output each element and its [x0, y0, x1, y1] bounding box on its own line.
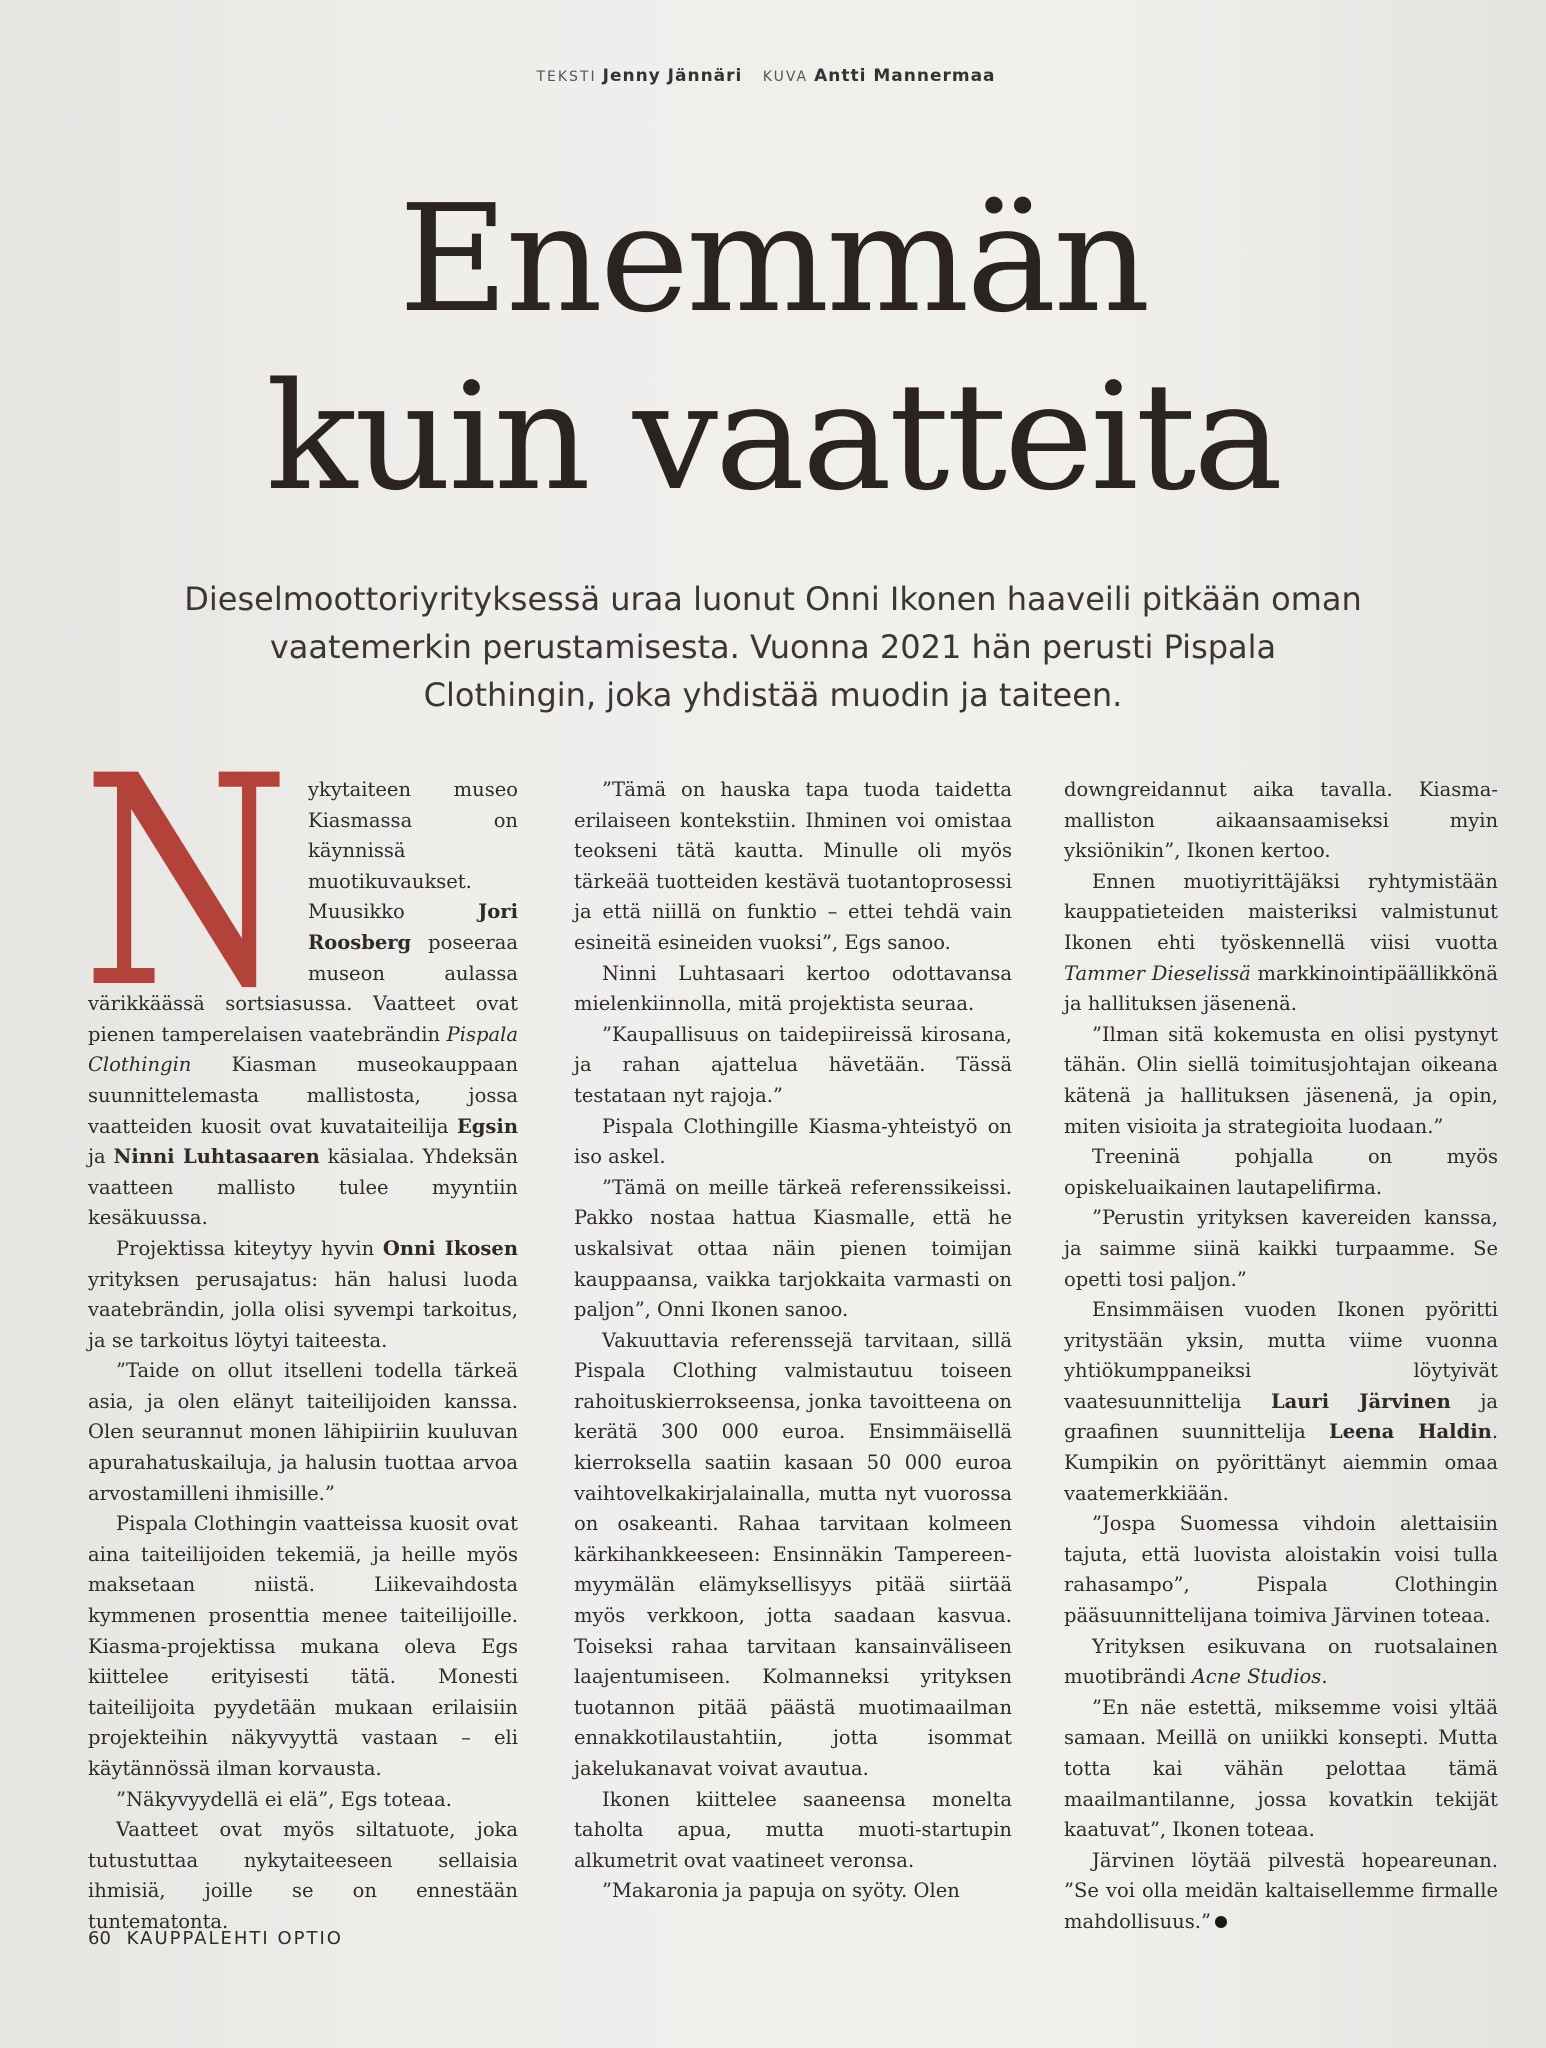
paragraph: Ninni Luhtasaari kertoo odottavansa mielenkiinnolla, mitä projektista seuraa. — [574, 961, 1012, 1016]
person-name: Jori Roosberg — [308, 900, 518, 954]
paragraph: ”Jospa Suomessa vihdoin alettaisiin tajuta, että luovista aloistakin voisi tulla rahasampo”, Pispala Clothingin pääsuunnittelijana toimiva Järvinen toteaa. — [1064, 1512, 1498, 1628]
person-name: Leena Haldin — [1328, 1420, 1492, 1444]
publication-name: KAUPPALEHTI OPTIO — [126, 1928, 343, 1949]
person-name: Onni Ikosen — [382, 1236, 518, 1260]
paragraph: Ennen muotiyrittäjäksi ryhtymistään kauppatieteiden maisteriksi valmistunut Ikonen ehti työskennellä viisi vuotta Tammer Dieselissä markkinointipäällikkönä ja hallituksen jäsenenä. — [1064, 869, 1498, 1016]
person-name: Lauri Järvinen — [1270, 1389, 1451, 1413]
person-name: Egsin — [456, 1114, 518, 1138]
dropcap-letter — [86, 771, 296, 989]
paragraph: downgreidannut aika tavalla. Kiasma-malliston aikaansaamiseksi myin yksiönikin”, Ikonen kertoo. — [1064, 778, 1498, 863]
lead-paragraph: Dieselmoottoriyrityksessä uraa luonut Onni Ikonen haaveili pitkään oman vaatemerkin perustamisesta. Vuonna 2021 hän perusti Pispala Clothingin, joka yhdistää muodin ja taiteen. — [184, 580, 1362, 714]
column-1 — [86, 771, 518, 1938]
brand-name: Pispala Clothingin — [88, 1022, 518, 1077]
byline — [0, 66, 1546, 86]
text-label: TEKSTI — [536, 69, 597, 85]
paragraph: Projektissa kiteytyy hyvin Onni Ikosen yrityksen perusajatus: hän halusi luoda vaatebrändin, jolla olisi syvempi tarkoitus, ja se tarkoitus löytyi taiteesta. — [88, 1236, 518, 1352]
article-title — [0, 170, 1546, 526]
paragraph: Pispala Clothingin vaatteissa kuosit ovat aina taiteilijoiden tekemiä, ja heille myös maksetaan niistä. Liikevaihdosta kymmenen prosenttia menee taiteilijoille. Kiasma-projektissa mukana oleva Egs kiittelee erityisesti tätä. Monesti taiteilijoita pyydetään mukaan erilaisiin projekteihin näkyvyyttä vastaan – eli käytännössä ilman korvausta. — [88, 1512, 518, 1780]
paragraph: ”En näe estettä, miksemme voisi yltää samaan. Meillä on uniikki konsepti. Mutta totta kai vähän pelottaa tämä maailmantilanne, jossa kovatkin tekijät kaatuvat”, Ikonen toteaa. — [1064, 1695, 1498, 1842]
title-line-1: Enemmän — [398, 173, 1148, 345]
paragraph: Treeninä pohjalla on myös opiskeluaikainen lautapelifirma. — [1064, 1145, 1498, 1199]
column-2 — [574, 775, 1012, 1907]
paragraph: ”Taide on ollut itselleni todella tärkeä asia, ja olen elänyt taiteilijoiden kanssa. Olen seurannut monen lähipiiriin kuuluvan apurahatuskailuja, ja halusin tuottaa arvoa arvostamilleni ihmisille.” — [88, 1359, 518, 1505]
photo-author: Antti Mannermaa — [814, 66, 996, 86]
dropcap-glyph: N — [86, 771, 290, 989]
brand-name: Acne Studios — [1191, 1665, 1322, 1689]
dropcap — [86, 771, 296, 989]
text-author: Jenny Jännäri — [602, 66, 743, 86]
paragraph: ”Ilman sitä kokemusta en olisi pystynyt tähän. Olin siellä toimitusjohtajan oikeana kätenä ja hallituksen jäsenenä, ja opin, miten visioita ja strategioita luodaan.” — [1064, 1022, 1498, 1138]
person-name: Ninni Luhtasaaren — [113, 1145, 320, 1169]
paragraph: ”Perustin yrityksen kavereiden kanssa, ja saimme siinä kaikki turpaamme. Se opetti tosi paljon.” — [1064, 1206, 1498, 1291]
page-number: 60 — [88, 1928, 111, 1949]
paragraph: ”Näkyvyydellä ei elä”, Egs toteaa. — [116, 1787, 452, 1811]
page-footer — [88, 1928, 343, 1949]
company-name: Tammer Dieselissä — [1064, 961, 1251, 985]
paragraph: Järvinen löytää pilvestä hopeareunan. ”Se voi olla meidän kaltaisellemme firmalle mahdollisuus.” — [1064, 1848, 1498, 1933]
paragraph: Pispala Clothingille Kiasma-yhteistyö on iso askel. — [574, 1114, 1012, 1169]
paragraph: Vakuuttavia referenssejä tarvitaan, sillä Pispala Clothing valmistautuu toiseen rahoituskierrokseensa, jonka tavoitteena on kerätä 300 000 euroa. Ensimmäisellä kierroksella saatiin kasaan 50 000 euroa vaihtovelkakirjalainalla, mutta nyt vuorossa on osakeanti. Rahaa tarvitaan kolmeen kärkihankkeeseen: Ensinnäkin Tampereen-myymälän elämyksellisyys pitää siirtää myös verkkoon, jotta saadaan kasvua. Toiseksi rahaa tarvitaan kansainväliseen laajentumiseen. Kolmanneksi yrityksen tuotannon pitää päästä muotimaailman ennakkotilaustahtiin, jotta isommat jakelukanavat voivat avautua. — [574, 1328, 1012, 1780]
paragraph: ”Kaupallisuus on taidepiireissä kirosana, ja rahan ajattelua hävetään. Tässä testataan nyt rajoja.” — [574, 1022, 1012, 1107]
paragraph: ”Makaronia ja papuja on syöty. Olen — [602, 1879, 960, 1903]
paragraph: Ensimmäisen vuoden Ikonen pyöritti yritystään yksin, mutta viime vuonna yhtiökumppaneiksi löytyivät vaatesuunnittelija Lauri Järvinen ja graafinen suunnittelija Leena Haldin. Kumpikin on pyörittänyt aiemmin omaa vaatemerkkiään. — [1064, 1298, 1499, 1505]
paragraph: Yrityksen esikuvana on ruotsalainen muotibrändi Acne Studios. — [1064, 1634, 1498, 1689]
end-mark-icon — [1215, 1916, 1227, 1928]
paragraph: Vaatteet ovat myös siltatuote, joka tutustuttaa nykytaiteeseen sellaisia ihmisiä, joille se on ennestään tuntematonta. — [88, 1818, 518, 1933]
paragraph: ykytaiteen museo Kiasmassa on käynnissä muotikuvaukset. Muusikko Jori Roosberg poseeraa museon aulassa värikkäässä sortsiasussa. Vaatteet ovat pienen tamperelaisen vaatebrändin Pispala Clothingin Kiasman museokauppaan suunnittelemasta mallistosta, jossa vaatteiden kuosit ovat kuvataiteilija Egsin ja Ninni Luhtasaaren käsialaa. Yhdeksän vaatteen mallisto tulee myyntiin kesäkuussa. — [88, 778, 518, 1230]
photo-label: KUVA — [762, 69, 809, 85]
paragraph: ”Tämä on meille tärkeä referenssikeissi. Pakko nostaa hattua Kiasmalle, että he uskalsivat ottaa näin pienen toimijan kauppaansa, vaikka tarjokkaita varmasti on paljon”, Onni Ikonen sanoo. — [574, 1175, 1012, 1322]
paragraph: Ikonen kiittelee saaneensa monelta taholta apua, mutta muoti-startupin alkumetrit ovat vaatineet veronsa. — [574, 1787, 1012, 1872]
paragraph: ”Tämä on hauska tapa tuoda taidetta erilaiseen kontekstiin. Ihminen voi omistaa teokseni tätä kautta. Minulle oli myös tärkeää tuotteiden kestävä tuotantoprosessi ja että niillä on funktio – ettei tehdä vain esineitä esineiden vuoksi”, Egs sanoo. — [574, 778, 1012, 954]
column-3 — [1064, 775, 1498, 1938]
title-line-2: kuin vaatteita — [265, 351, 1281, 523]
